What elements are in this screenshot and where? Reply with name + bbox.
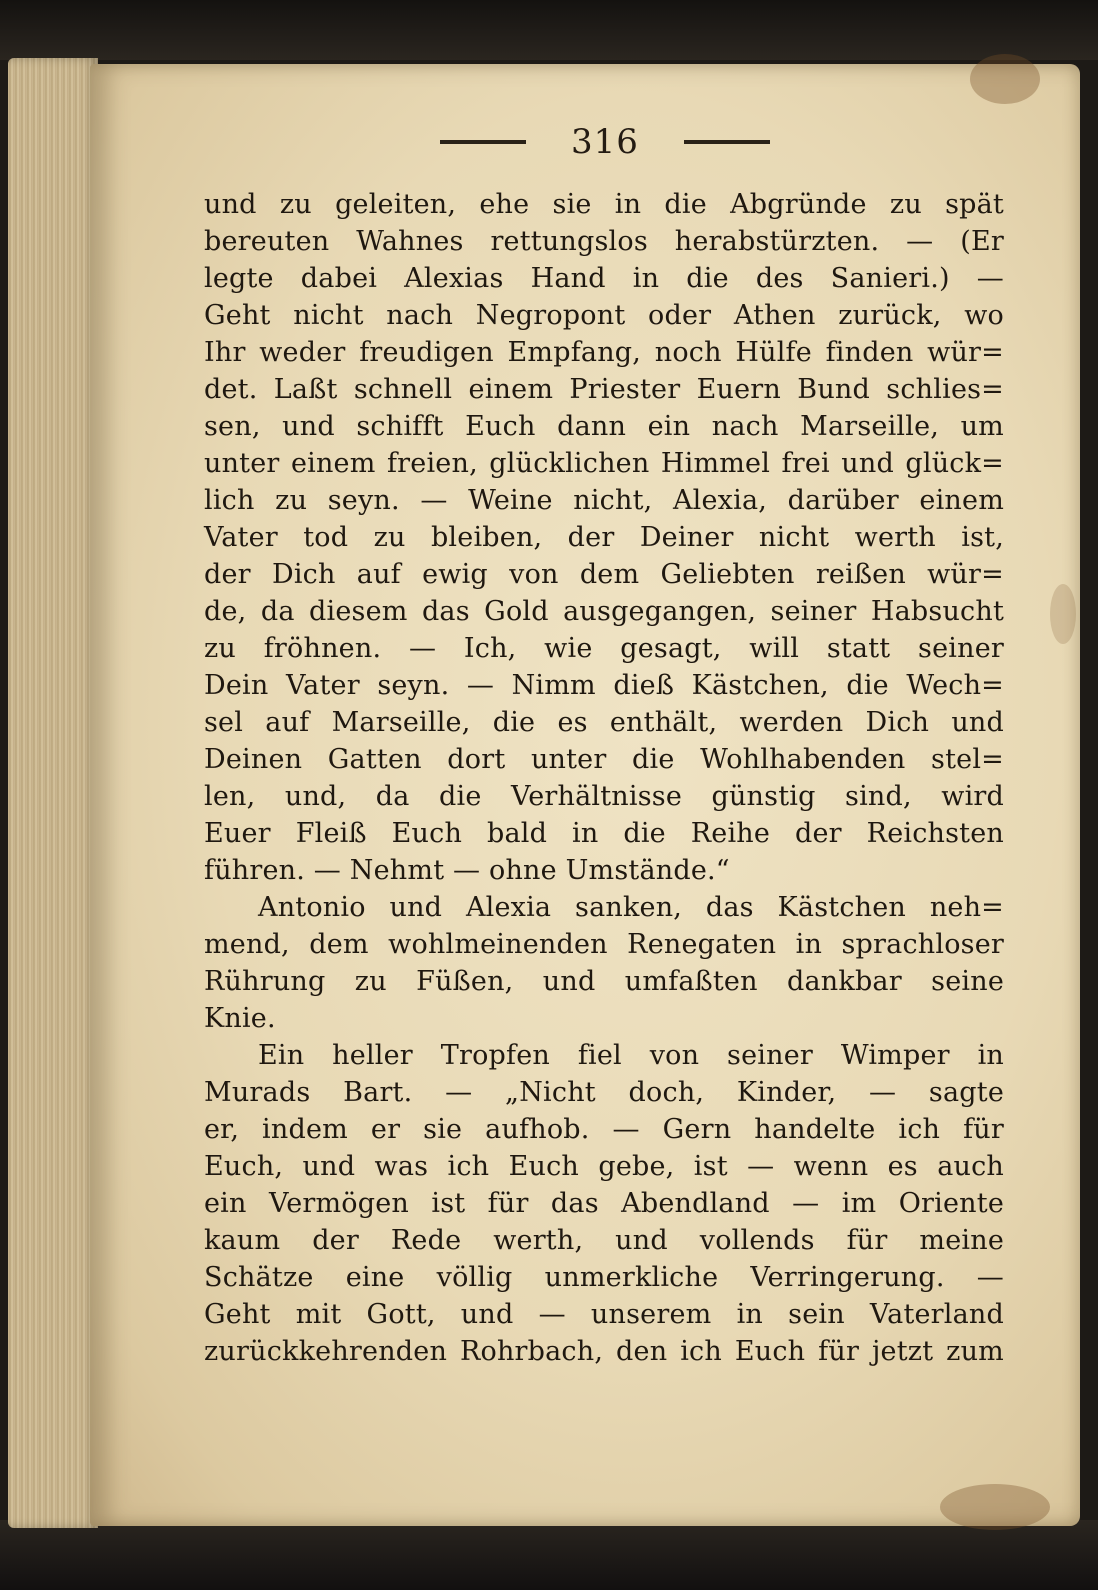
book-cover-top — [0, 0, 1098, 60]
text-line: Schätze eine völlig unmerkliche Verringerung. — — [204, 1262, 1004, 1293]
text-line: ein Vermögen ist für das Abendland — im Oriente — [204, 1188, 1004, 1219]
text-line: Murads Bart. — „Nicht doch, Kinder, — sagte — [204, 1077, 1004, 1108]
text-line: Antonio und Alexia sanken, das Kästchen neh= — [258, 892, 1004, 923]
text-line: Rührung zu Füßen, und umfaßten dankbar seine — [204, 966, 1004, 997]
text-line: und zu geleiten, ehe sie in die Abgründe zu spät — [204, 189, 1004, 220]
text-line: Geht nicht nach Negropont oder Athen zurück, wo — [204, 300, 1004, 331]
text-line: Geht mit Gott, und — unserem in sein Vaterland — [204, 1299, 1004, 1330]
text-line: führen. — Nehmt — ohne Umstände.“ — [204, 855, 730, 886]
text-line: sel auf Marseille, die es enthält, werden Dich und — [204, 707, 1004, 738]
text-line: Ein heller Tropfen fiel von seiner Wimper in — [258, 1040, 1004, 1071]
text-line: bereuten Wahnes rettungslos herabstürzten. — (Er — [204, 226, 1004, 257]
body-text — [204, 186, 1004, 1370]
text-line: de, da diesem das Gold ausgegangen, seiner Habsucht — [204, 596, 1004, 627]
text-line: zurückkehrenden Rohrbach, den ich Euch für jetzt zum — [204, 1336, 1004, 1367]
text-line: mend, dem wohlmeinenden Renegaten in sprachloser — [204, 929, 1004, 960]
stain-mark — [1050, 584, 1076, 644]
text-line: Knie. — [204, 1003, 276, 1034]
book-cover-bottom — [0, 1520, 1098, 1590]
text-line: kaum der Rede werth, und vollends für meine — [204, 1225, 1004, 1256]
text-line: len, und, da die Verhältnisse günstig sind, wird — [204, 781, 1004, 812]
header-rule-left — [440, 140, 526, 144]
stain-mark — [970, 54, 1040, 104]
text-line: unter einem freien, glücklichen Himmel frei und glück= — [204, 448, 1004, 479]
text-line: lich zu seyn. — Weine nicht, Alexia, darüber einem — [204, 485, 1004, 516]
header-rule-right — [684, 140, 770, 144]
page-edges — [8, 58, 98, 1528]
text-line: zu fröhnen. — Ich, wie gesagt, will statt seiner — [204, 633, 1004, 664]
text-line: Vater tod zu bleiben, der Deiner nicht werth ist, — [204, 522, 1004, 553]
page-header — [440, 120, 770, 164]
text-line: legte dabei Alexias Hand in die des Sanieri.) — — [204, 263, 1004, 294]
text-line: sen, und schifft Euch dann ein nach Marseille, um — [204, 411, 1004, 442]
text-line: Euer Fleiß Euch bald in die Reihe der Reichsten — [204, 818, 1004, 849]
stain-mark — [940, 1484, 1050, 1530]
text-line: Deinen Gatten dort unter die Wohlhabenden stel= — [204, 744, 1004, 775]
text-line: Ihr weder freudigen Empfang, noch Hülfe finden wür= — [204, 337, 1004, 368]
text-line: er, indem er sie aufhob. — Gern handelte ich für — [204, 1114, 1004, 1145]
text-line: der Dich auf ewig von dem Geliebten reißen wür= — [204, 559, 1004, 590]
text-line: det. Laßt schnell einem Priester Euern Bund schlies= — [204, 374, 1004, 405]
page-number: 316 — [571, 122, 639, 162]
text-line: Dein Vater seyn. — Nimm dieß Kästchen, die Wech= — [204, 670, 1004, 701]
text-line: Euch, und was ich Euch gebe, ist — wenn es auch — [204, 1151, 1004, 1182]
